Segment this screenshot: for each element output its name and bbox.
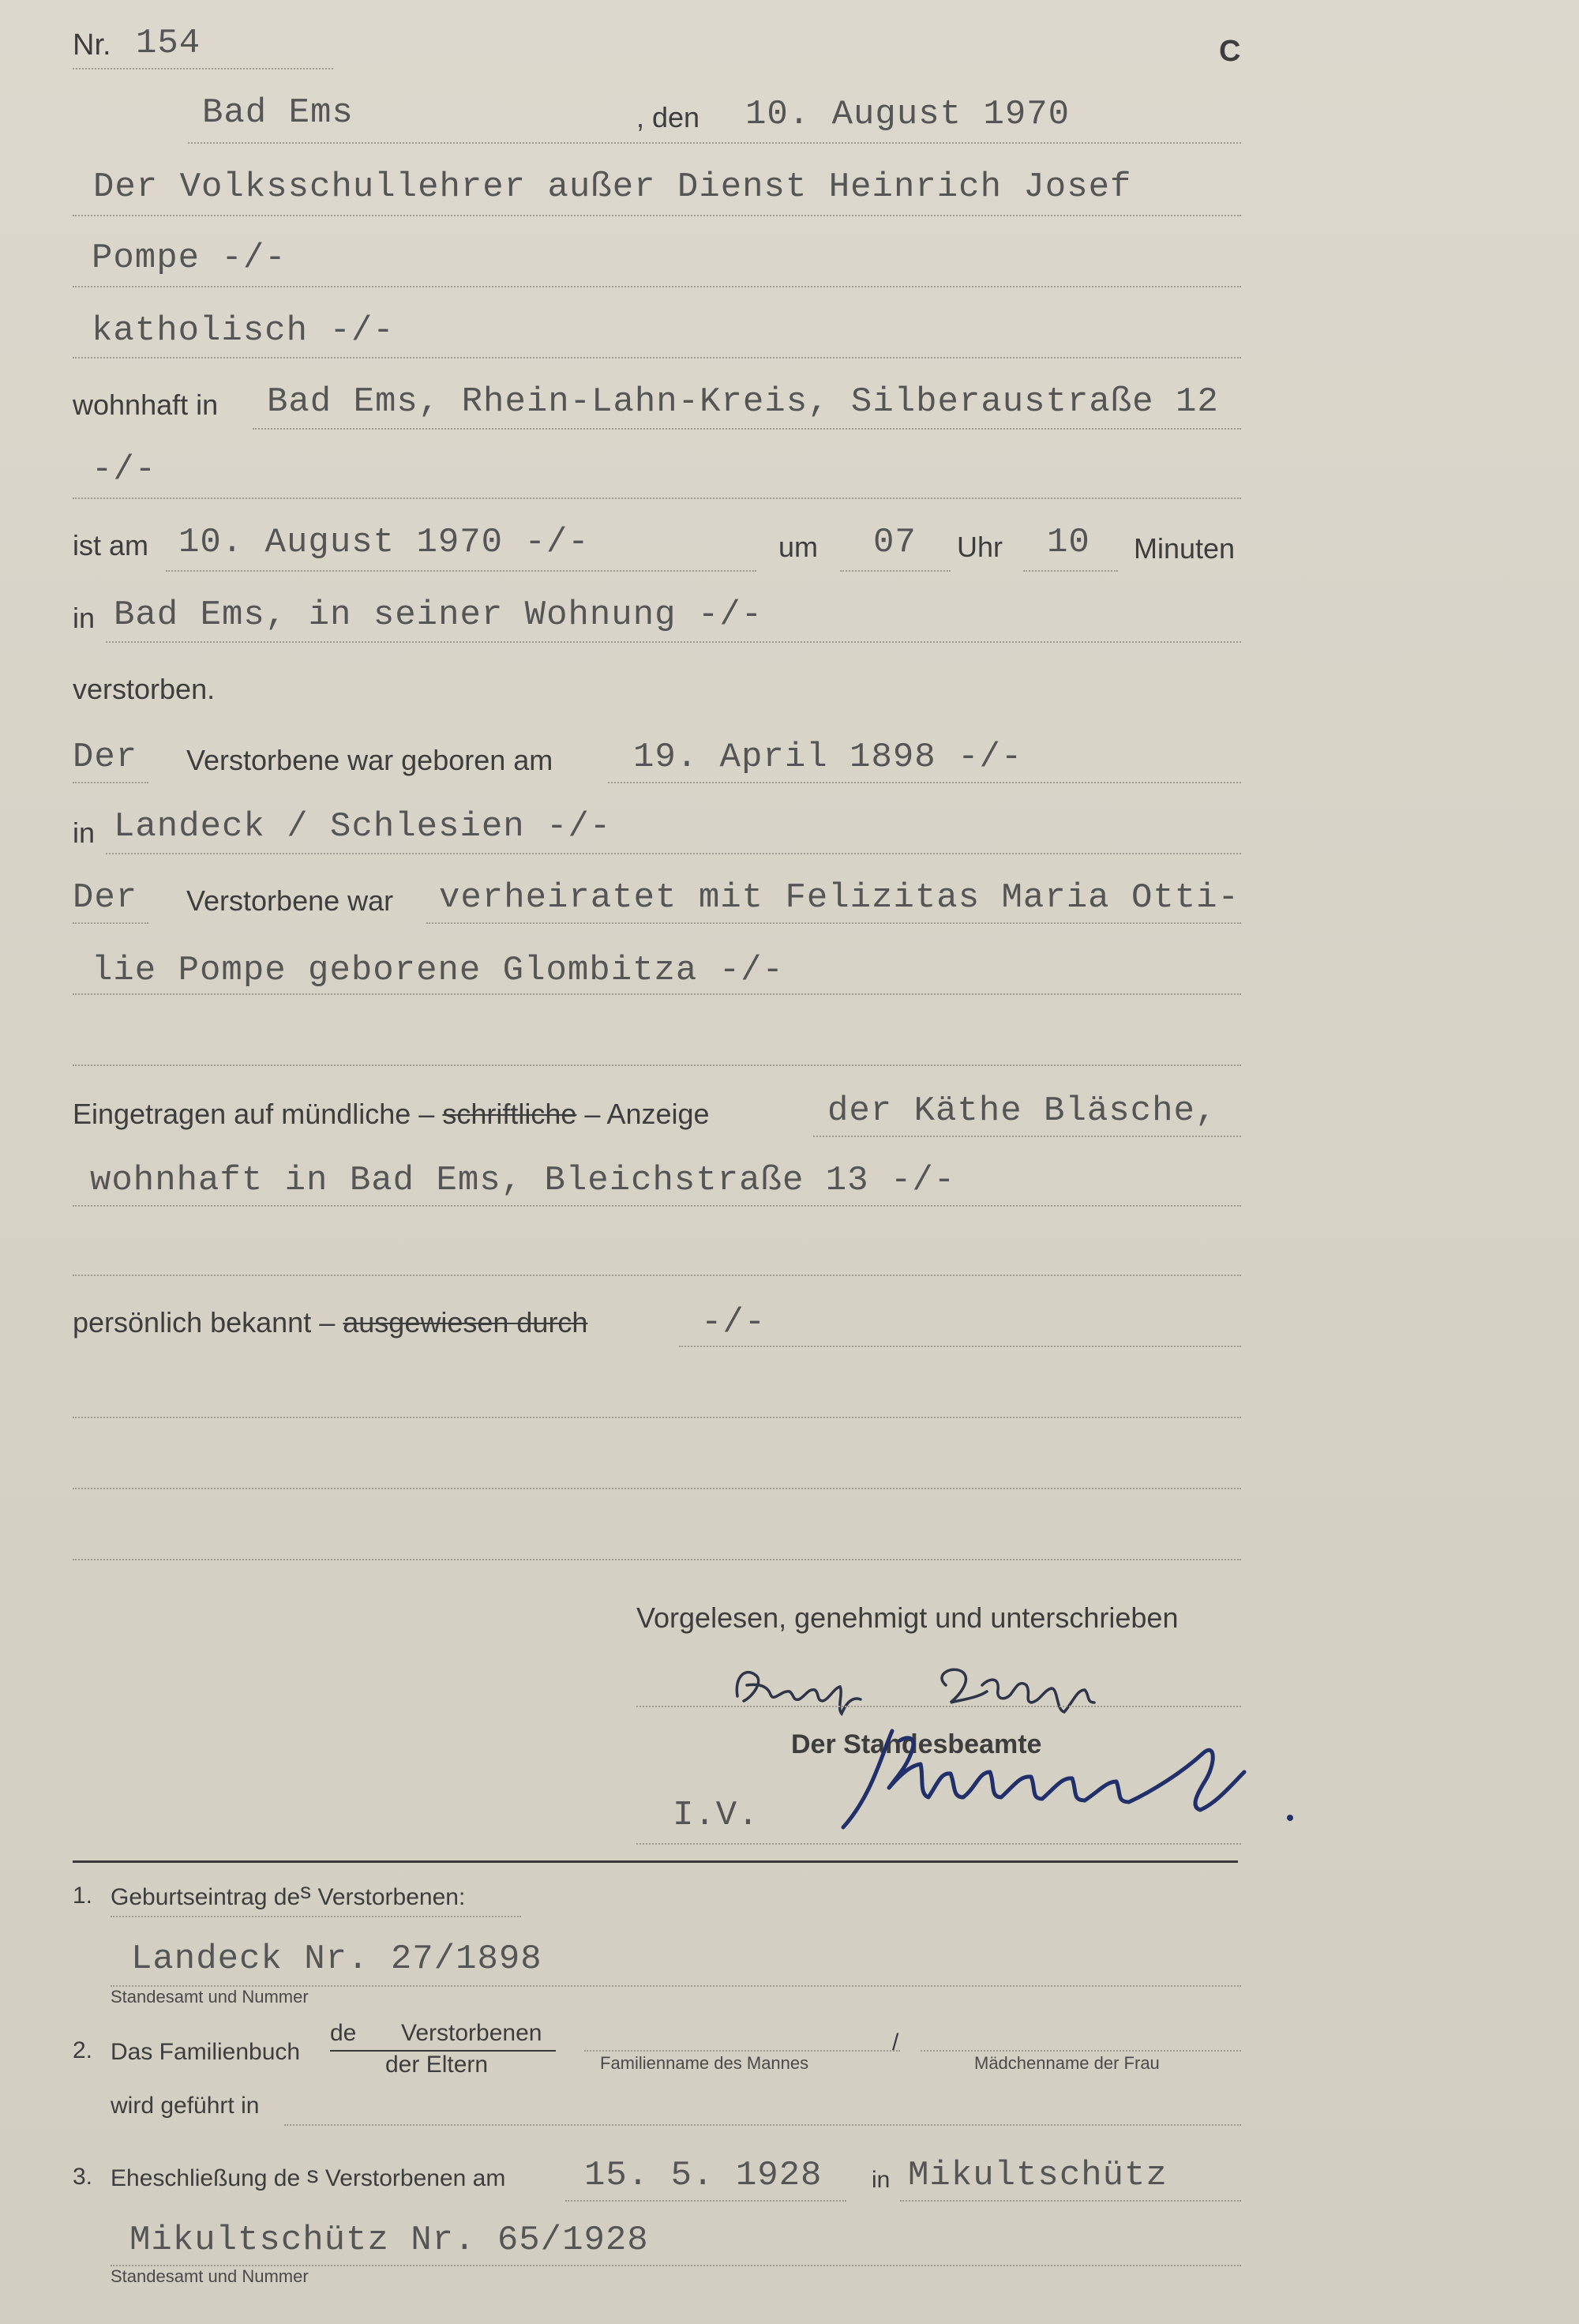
uhr-label: Uhr [957,531,1003,563]
form-letter: C [1219,35,1241,68]
separator-rule [73,1860,1238,1863]
marriage-line-2: lie Pompe geborene Glombitza -/- [92,951,784,990]
dotted-line [73,1559,1241,1560]
item1-s: s [300,1879,312,1903]
dotted-line [1023,570,1118,572]
dotted-line [106,641,1241,643]
item1-label [111,1879,466,1911]
dotted-line [73,1417,1241,1418]
place-field: Bad Ems [202,93,354,133]
dotted-line [636,1706,1241,1707]
dotted-line [608,782,1241,783]
nr-label: Nr. [73,28,111,62]
death-in-label: in [73,602,96,634]
registration-label [73,1098,710,1131]
um-label: um [778,531,819,563]
minuten-label: Minuten [1134,532,1236,565]
item3-label-a: Eheschließung de [111,2165,301,2191]
verstorben-label: verstorben. [73,673,216,705]
vorgelesen-text: Vorgelesen, genehmigt und unterschrieben [636,1601,1179,1634]
marriage-register-field: Mikultschütz Nr. 65/1928 [129,2221,649,2260]
dotted-line [73,1275,1241,1276]
dotted-line [73,993,1241,995]
item1-label-a: Geburtseintrag de [111,1884,301,1910]
death-date-field: 10. August 1970 -/- [178,523,590,562]
dotted-line [166,570,756,572]
birth-label: Verstorbene war geboren am [186,744,553,776]
ist-am-label: ist am [73,529,149,561]
date-field: 10. August 1970 [745,95,1071,134]
birth-article: Der [73,738,138,777]
wife-name-caption: Mädchenname der Frau [974,2053,1160,2073]
dotted-line [921,2050,1241,2052]
informant-field: der Käthe Bläsche, [827,1091,1217,1131]
dotted-line [840,570,951,572]
item1-number: 1. [73,1883,93,1909]
dotted-line [73,357,1241,359]
husband-name-caption: Familienname des Mannes [600,2053,809,2073]
dotted-line [73,922,148,924]
dotted-line [426,922,1241,924]
marriage-date-field: 15. 5. 1928 [584,2156,823,2195]
person-line-1: Der Volksschullehrer außer Dienst Heinrich Josef [93,167,1132,207]
person-line-2: Pompe -/- [92,238,287,278]
wohnhaft-label: wohnhaft in [73,389,219,421]
iv-label: I.V. [673,1796,759,1835]
identity-label [73,1306,587,1339]
item3-label-b: Verstorbenen am [324,2165,506,2191]
birth-register-field: Landeck Nr. 27/1898 [131,1939,542,1979]
dotted-line [900,2200,1241,2202]
identity-label-a: persönlich bekannt – [73,1306,336,1338]
birth-date-field: 19. April 1898 -/- [633,738,1023,777]
registration-struck: schriftliche [442,1098,577,1130]
marriage-label: Verstorbene war [186,884,394,917]
birth-in-label: in [73,817,96,849]
official-signature [821,1709,1311,1851]
dotted-line [73,497,1241,499]
dotted-line [73,782,148,783]
hour-field: 07 [873,523,917,562]
dotted-line [106,853,1241,854]
address-field: Bad Ems, Rhein-Lahn-Kreis, Silberaustraße 12 [267,382,1219,422]
den-label: , den [636,101,700,133]
dotted-line [188,142,1241,144]
dotted-line [73,1205,1241,1207]
birth-place-field: Landeck / Schlesien -/- [114,807,612,847]
marriage-place-field: Mikultschütz [908,2156,1168,2195]
item1-label-b: Verstorbenen: [317,1884,466,1910]
dotted-line [253,428,1241,430]
dotted-line [584,2050,900,2052]
nr-value: 154 [136,24,201,63]
address-continued: -/- [92,450,157,490]
death-place-field: Bad Ems, in seiner Wohnung -/- [114,595,763,635]
standesamt-caption: Standesamt und Nummer [111,1987,309,2007]
standesamt-caption-2: Standesamt und Nummer [111,2266,309,2286]
item2-option-eltern: der Eltern [385,2052,489,2078]
item2-de: de [330,2020,357,2046]
dotted-line [111,1916,521,1917]
dotted-line [636,1843,1241,1845]
registration-label-b: – Anzeige [584,1098,710,1130]
registration-label-a: Eingetragen auf mündliche – [73,1098,435,1130]
dotted-line [679,1346,1241,1347]
marriage-article: Der [73,878,138,918]
dotted-line [73,215,1241,216]
standesbeamte-label: Der Standesbeamte [791,1729,1042,1759]
dotted-line [813,1136,1241,1137]
dotted-line [73,286,1241,287]
identity-value: -/- [701,1303,767,1342]
item2-slash: / [892,2029,899,2056]
item2-wird-label: wird geführt in [111,2093,260,2119]
item3-in-label: in [872,2167,891,2193]
dotted-line [73,1488,1241,1489]
item2-option-verstorbenen: Verstorbenen [401,2020,542,2046]
religion-field: katholisch -/- [92,311,395,351]
item3-number: 3. [73,2164,93,2190]
dotted-line [565,2200,846,2202]
marriage-line-1: verheiratet mit Felizitas Maria Otti- [439,878,1240,918]
minute-field: 10 [1047,523,1090,562]
dotted-line [73,68,333,69]
dotted-line [284,2124,1241,2126]
item2-label: Das Familienbuch [111,2039,301,2065]
item3-label [111,2162,506,2192]
item3-s: s [306,2162,319,2188]
identity-struck: ausgewiesen durch [343,1306,588,1338]
dotted-line [73,1064,1241,1066]
item2-number: 2. [73,2037,93,2063]
informant-address-field: wohnhaft in Bad Ems, Bleichstraße 13 -/- [90,1161,956,1200]
